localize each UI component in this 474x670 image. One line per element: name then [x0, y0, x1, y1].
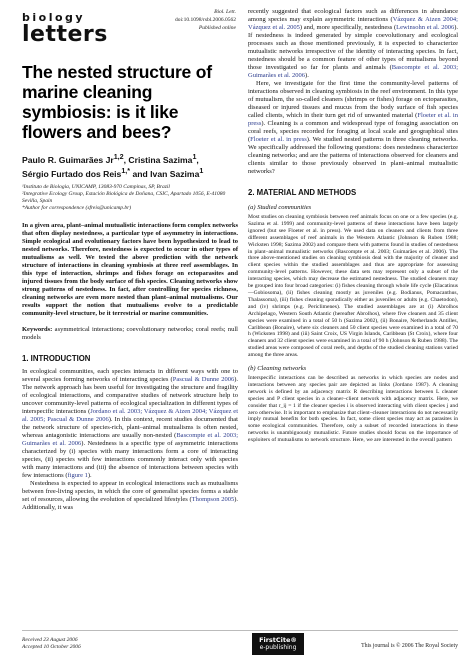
citation-link[interactable]: Lewinsohn et al. 2006: [396, 24, 455, 31]
affiliation-1: ¹Instituto de Biologia, UNICAMP, 13083-970 Campinas, SP, Brazil: [22, 183, 170, 190]
article-doi[interactable]: doi:10.1098/rsbl.2006.0562: [175, 17, 236, 23]
citation-link[interactable]: Bascompte et al. 2003; Guimarães et al. 2006: [248, 64, 458, 79]
journal-meta: [142, 8, 236, 32]
author-list: [22, 152, 238, 180]
methods-subheading-a: (a) Studied communities: [248, 204, 312, 211]
firstcite-logo: FirstCite® e-publishing: [252, 633, 304, 655]
corresponding-author: *Author for correspondence (sfreis@unicamp.br): [22, 204, 132, 211]
citation-link[interactable]: Floeter et al. in press: [250, 136, 307, 143]
citation-link[interactable]: Bascompte et al. 2003; Guimarães et al. 2006: [22, 431, 238, 447]
keywords: [22, 326, 238, 342]
affiliation-2: ²Integrative Ecology Group, Estación Biológica de Doñana, CSIC, Apartado 1056, E-41080 Sevilla, Spain: [22, 190, 226, 204]
author-line-1: Paulo R. Guimarães Jr$^{1,2}$, Cristina Sazima$^1$,: [22, 153, 199, 165]
journal-name: Biol. Lett.: [214, 9, 236, 15]
accepted-date: Accepted 10 October 2006: [22, 644, 81, 650]
methods-subheading-b: (b) Cleaning networks: [248, 365, 307, 373]
methods-paragraph-1: Most studies on cleaning symbiosis between reef animals focus on one or a few species (e.g. Sazima et al. 1999) and community-level patterns of these interactions have been largely ignored (but see Floeter et al. in press). We used data on cleaners and clients from three different assemblages of reef animals in the Western Atlantic (Johnson & Ruben 1988; Wicksten 1998; Sazima 2002) and compare them with patterns found in studies of nestedness in plant–animal mutualistic networks (Bascompte et al. 2003; Guimarães et al. 2006). The three above-mentioned studies on cleaning symbiosis deal with the majority of cleaner and client species within the studied assemblages and thus are appropriate for assessing community-level patterns. However, these data sets may represent only a subset of the interacting species, which may decrease the estimated nestedness. The studied cleaners may be grouped into four broad categories: (i) fishes cleaning through whole life cycle (Elacatinus—Gobiosoma), (ii) fishes cleaning mostly as juveniles (e.g. Bodianus, Pomacanthus, Thalassoma), (iii) fishes cleaning sporadically either as juveniles or adults (e.g. Chaetodon), and (iv) shrimps (e.g. Periclimenes). The studied assemblages are at (i) Abrolhos Archipelago, Western South Atlantic (hereafter Abrolhos), where five cleaners and 35 client species were examined in a total of 50 h (Sazima 2002), (ii) Bonaire, Netherlands Antilles, Caribbean (Bonaire), where six cleaners and 50 client species were examined in a total of 70 h (Wicksten 1998) and (iii) Saint Croix, US Virgin Islands, Caribbean (St Croix), where four cleaners and 32 client species were examined in a total of 90 h (Johnson & Ruben 1988). The studied areas were composed of coral reefs, and depths of the studied cleaning stations varied among the three areas.: [248, 214, 458, 359]
published-status: Published online: [198, 25, 236, 31]
left-column: [22, 62, 238, 512]
journal-logo-bottom: letters: [22, 22, 108, 47]
footer-divider: [22, 630, 458, 631]
citation-link[interactable]: Vázquez & Aizen 2004; Vázquez et al. 2005: [248, 16, 458, 31]
citation-link[interactable]: Floeter et al. in press: [248, 112, 458, 127]
article-title: The nested structure of marine cleaning symbiosis: is it like flowers and bees?: [22, 62, 212, 142]
intro-paragraph-3: recently suggested that ecological factors such as differences in abundance among species may explain asymmetric interactions (Vázquez & Aizen 2004; Vázquez et al. 2005) and, more specifically, nestedness (Lewinsohn et al. 2006). If nestedness is indeed generated by simple coevolutionary and ecological processes such as those mentioned previously, it is expected to characterize mutualistic networks irrespective of the identity of interacting species. In fact, nestedness should be a common feature of other types of mutualisms beyond those investigated so far for plants and animals (Bascompte et al. 2003; Guimarães et al. 2006).: [248, 8, 458, 79]
citation-link[interactable]: Pascual & Dunne 2006: [172, 375, 235, 383]
keywords-list: asymmetrical interactions; coevolutionary networks; coral reefs; null models: [22, 325, 238, 341]
abstract: In a given area, plant–animal mutualistic interactions form complex networks that often display nestedness, a particular type of asymmetry in interactions. Simple ecological and evolutionary factors have been hypothesized to lead to nested networks. Therefore, nestedness is expected to occur in other types of mutualisms as well. We tested the above prediction with the network structure of interactions in cleaning symbiosis at three reef assemblages. In this type of interaction, shrimps and fishes forage on ectoparasites and injured tissues from the body surface of fish species. Cleaning networks show strong patterns of nestedness. In fact, after controlling for species richness, cleaning networks are even more nested than plant–animal mutualisms. Our results support the notion that mutualisms evolve to a predictable community-level structure, be it terrestrial or marine communities.: [22, 221, 238, 317]
citation-link[interactable]: Jordano et al. 2003; Vázquez & Aizen 2004; Vázquez et al. 2005; Pascual & Dunne 2006: [22, 407, 238, 423]
journal-logo: [22, 12, 108, 46]
copyright-notice: This journal is © 2006 The Royal Society: [361, 643, 458, 649]
citation-link[interactable]: Thompson 2005: [191, 495, 235, 503]
methods-heading: 2. MATERIAL AND METHODS: [248, 188, 357, 197]
author-line-2: Sérgio Furtado dos Reis$^{1,*}$ and Ivan Sazima$^1$: [22, 166, 204, 179]
introduction-heading: 1. INTRODUCTION: [22, 353, 91, 363]
received-date: Received 23 August 2006: [22, 637, 78, 643]
intro-paragraph-2: Nestedness is expected to appear in ecological interactions such as mutualisms between free-living species, in which the core of generalist species forms a stable set of resources, allowing the evolution of specialized lifestyles (Thompson 2005). Additionally, it was: [22, 479, 239, 511]
affiliations: [22, 184, 238, 212]
intro-paragraph-1: In ecological communities, each species interacts in different ways with one to several species forming networks of interacting species (Pascual & Dunne 2006). The network approach has been useful for investigating the structure and fragility of ecological interactions, and comparative studies of network structure help to uncover community-level patterns of ecological specialization in different types of interspecific interactions (Jordano et al. 2003; Vázquez & Aizen 2004; Vázquez et al. 2005; Pascual & Dunne 2006). In this context, recent studies documented that the network structure of species-rich, plant–animal mutualisms is often nested, whereas antagonistic interactions are usually non-nested (Bascompte et al. 2003; Guimarães et al. 2006). Nestedness is a specific type of asymmetric interactions characterized by (i) species with many interactions form a core of interacting species, (ii) species with few interactions commonly interact only with species with many interactions and (iii) the absence of interactions between species with few interactions (figure 1).: [22, 367, 239, 479]
intro-paragraph-4: Here, we investigate for the first time the community-level patterns of interactions observed in cleaning symbiosis in the reef environment. In this type of mutualism, the so-called cleaners (shrimps or fishes) forage on ectoparasites, diseased or injured tissues and mucus from the body surface of fish species called clients, which in their turn get rid of unwanted material (Floeter et al. in press). Cleaning is a common and widespread type of foraging association on coral reefs, species recorded for foraging at local scale and geographical sites (Floeter et al. in press). We studied nested patterns in three cleaning networks. We specifically addressed the following questions: does nestedness characterize cleaning networks; and are the patterns of interactions observed for cleaners and clients similar to those previously observed in plant–animal mutualistic networks?: [248, 80, 458, 175]
article-dates: [22, 637, 81, 651]
methods-paragraph-2: Interspecific interactions can be described as networks in which species are nodes and interactions between any species pair are depicted as links (Jordano 1987). A cleaning network is defined by an adjacency matrix R describing interactions between L cleaner species and P client species in a cleaner–client network with adjacency matrix. Here, we consider that r_ij = 1 if the cleaner species i is observed interacting with client species j and zero otherwise. It is important to emphasize that client–cleaner interactions do not necessarily imply mutual benefits for both species. In fact, some client species may act as parasites in some ecological communities. Therefore, only a subset of recorded interactions in these networks is unambiguously mutualistic. Future studies should focus on the importance of exploiters of mutualisms to network structure. Here, we are interested in the overall pattern: [248, 375, 458, 444]
journal-logo-top: biology: [22, 11, 86, 24]
figure-link[interactable]: figure 1: [67, 471, 88, 479]
keywords-label: Keywords:: [22, 325, 53, 333]
right-column: [248, 8, 458, 444]
